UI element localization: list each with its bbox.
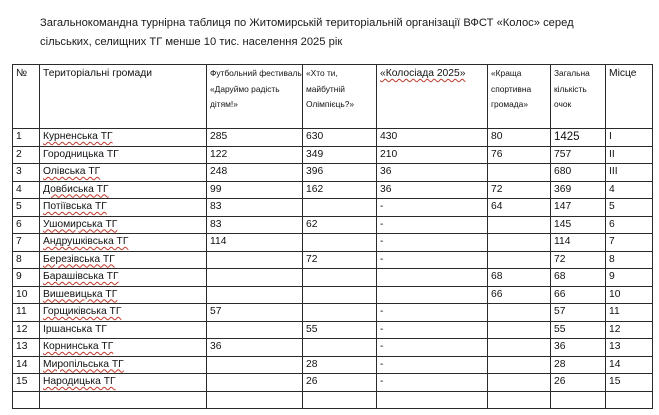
table-row [13,251,653,269]
community-name: Ушомирська ТГ [43,218,118,230]
header-total: Загальна кількість очок [551,65,606,129]
row-festival-cell: 36 [207,339,303,357]
row-total-cell: 36 [551,339,606,357]
community-name: Андрушківська ТГ [43,236,129,247]
community-name: Корнинська ТГ [43,341,114,352]
row-kolosiada-cell [377,269,488,287]
standings-table [12,64,653,409]
community-name: Горщиківська ТГ [43,306,122,317]
row-community-cell [40,391,207,409]
row-total-cell: 26 [551,374,606,392]
table-row [13,216,653,234]
row-best-sport-cell [488,356,551,374]
row-community-cell [40,234,207,252]
row-olympian-cell [303,286,377,304]
table-row [13,374,653,392]
row-total-cell [551,391,606,409]
row-festival-cell: 83 [207,216,303,234]
row-community-cell [40,304,207,322]
row-olympian-cell [303,269,377,287]
row-place-cell: 7 [606,234,653,252]
row-best-sport-cell: 68 [488,269,551,287]
row-festival-cell: 114 [207,234,303,252]
header-community: Територіальні громади [40,65,207,129]
row-kolosiada-cell: - [377,374,488,392]
row-olympian-cell [303,391,377,409]
row-best-sport-cell: 64 [488,199,551,217]
row-community-cell: Іршанська ТГ [40,321,207,339]
community-name: Курненська ТГ [43,131,113,142]
row-num-cell: 8 [13,251,40,269]
header-festival: Футбольний фестиваль «Даруймо радість дітям!» [207,65,303,129]
row-kolosiada-cell: - [377,304,488,322]
header-kolosiada-text: «Колосіада 2025» [380,68,466,79]
row-olympian-cell: 162 [303,181,377,199]
table-row [13,339,653,357]
row-community-cell: Городницька ТГ [40,146,207,164]
row-best-sport-cell [488,339,551,357]
row-place-cell: 15 [606,374,653,392]
row-kolosiada-cell: 430 [377,129,488,147]
community-name: Березівська ТГ [43,253,115,265]
row-total-cell: 145 [551,216,606,234]
row-num-cell: 15 [13,374,40,392]
row-best-sport-cell: 80 [488,129,551,147]
row-olympian-cell: 28 [303,356,377,374]
table-row [13,181,653,199]
row-num-cell: 12 [13,321,40,339]
row-festival-cell [207,286,303,304]
row-num-cell [13,391,40,409]
row-kolosiada-cell: - [377,356,488,374]
row-total-cell: 369 [551,181,606,199]
row-olympian-cell: 72 [303,251,377,269]
row-place-cell: I [606,129,653,147]
table-row [13,321,653,339]
header-kolosiada [377,65,488,129]
header-olympian: «Хто ти, майбутній Олімпієць?» [303,65,377,129]
community-name: Народицька ТГ [43,376,116,387]
row-community-cell [40,129,207,147]
row-place-cell: 5 [606,199,653,217]
row-olympian-cell [303,339,377,357]
row-festival-cell: 285 [207,129,303,147]
row-num-cell: 9 [13,269,40,287]
row-kolosiada-cell: - [377,216,488,234]
community-name: Довбиська ТГ [43,183,109,195]
row-community-cell [40,251,207,269]
row-total-cell: 757 [551,146,606,164]
row-community-cell [40,339,207,357]
row-kolosiada-cell: - [377,251,488,269]
row-festival-cell [207,356,303,374]
row-place-cell: 4 [606,181,653,199]
row-total-cell: 147 [551,199,606,217]
row-total-cell: 72 [551,251,606,269]
row-place-cell: 10 [606,286,653,304]
row-best-sport-cell [488,164,551,182]
row-place-cell: II [606,146,653,164]
row-festival-cell: 122 [207,146,303,164]
row-place-cell: 8 [606,251,653,269]
row-community-cell [40,286,207,304]
table-body [13,129,653,409]
row-community-cell [40,164,207,182]
row-festival-cell [207,321,303,339]
table-row [13,304,653,322]
row-kolosiada-cell: - [377,234,488,252]
row-olympian-cell [303,234,377,252]
row-total-cell: 66 [551,286,606,304]
row-festival-cell: 248 [207,164,303,182]
header-best-sport: «Краща спортивна громада» [488,65,551,129]
table-row [13,269,653,287]
row-festival-cell: 99 [207,181,303,199]
table-row [13,356,653,374]
row-festival-cell: 57 [207,304,303,322]
table-row [13,146,653,164]
row-kolosiada-cell: 210 [377,146,488,164]
row-num-cell: 7 [13,234,40,252]
row-best-sport-cell [488,321,551,339]
row-olympian-cell [303,304,377,322]
row-olympian-cell: 349 [303,146,377,164]
row-community-cell [40,374,207,392]
row-kolosiada-cell: - [377,199,488,217]
row-place-cell [606,391,653,409]
row-kolosiada-cell [377,391,488,409]
row-festival-cell [207,269,303,287]
row-total-cell: 68 [551,269,606,287]
row-num-cell: 5 [13,199,40,217]
row-num-cell: 4 [13,181,40,199]
row-num-cell: 3 [13,164,40,182]
row-kolosiada-cell: - [377,339,488,357]
row-community-cell [40,269,207,287]
community-name: Миропільська ТГ [43,358,124,370]
row-best-sport-cell: 66 [488,286,551,304]
row-place-cell: III [606,164,653,182]
row-kolosiada-cell [377,286,488,304]
community-name: Вишевицька ТГ [43,288,118,300]
row-festival-cell: 83 [207,199,303,217]
row-best-sport-cell: 72 [488,181,551,199]
row-olympian-cell: 630 [303,129,377,147]
row-num-cell: 11 [13,304,40,322]
table-row [13,234,653,252]
row-place-cell: 9 [606,269,653,287]
row-total-cell: 114 [551,234,606,252]
row-best-sport-cell [488,251,551,269]
row-place-cell: 6 [606,216,653,234]
row-total-cell: 1425 [551,129,606,147]
row-total-cell: 57 [551,304,606,322]
table-row [13,391,653,409]
row-kolosiada-cell: - [377,321,488,339]
table-row [13,129,653,147]
row-community-cell [40,199,207,217]
header-num: № [13,65,40,129]
row-num-cell: 13 [13,339,40,357]
row-olympian-cell [303,199,377,217]
row-best-sport-cell: 76 [488,146,551,164]
row-total-cell: 28 [551,356,606,374]
row-best-sport-cell [488,304,551,322]
row-num-cell: 14 [13,356,40,374]
row-num-cell: 2 [13,146,40,164]
row-num-cell: 6 [13,216,40,234]
table-row [13,164,653,182]
row-olympian-cell: 62 [303,216,377,234]
community-name: Потіївська ТГ [43,201,107,212]
row-festival-cell [207,391,303,409]
row-kolosiada-cell: 36 [377,164,488,182]
row-place-cell: 12 [606,321,653,339]
row-num-cell: 1 [13,129,40,147]
table-header-row [13,65,653,129]
row-best-sport-cell [488,234,551,252]
document-title: Загальнокомандна турнірна таблиця по Житомирській територіальній організації ВФСТ «Колос» серед сільських, селищних ТГ менше 10 тис. населення 2025 рік [40,17,574,48]
row-total-cell: 680 [551,164,606,182]
row-community-cell [40,356,207,374]
row-place-cell: 14 [606,356,653,374]
row-place-cell: 13 [606,339,653,357]
row-olympian-cell: 396 [303,164,377,182]
row-best-sport-cell [488,216,551,234]
row-num-cell: 10 [13,286,40,304]
community-name: Олівська ТГ [43,166,101,177]
row-total-cell: 55 [551,321,606,339]
community-name: Барашівська ТГ [43,271,119,282]
row-olympian-cell: 26 [303,374,377,392]
row-best-sport-cell [488,391,551,409]
table-row [13,199,653,217]
row-place-cell: 11 [606,304,653,322]
table-row [13,286,653,304]
header-place: Місце [606,65,653,129]
row-olympian-cell: 55 [303,321,377,339]
row-festival-cell [207,374,303,392]
row-community-cell [40,181,207,199]
row-best-sport-cell [488,374,551,392]
row-festival-cell [207,251,303,269]
row-community-cell [40,216,207,234]
row-kolosiada-cell: 36 [377,181,488,199]
